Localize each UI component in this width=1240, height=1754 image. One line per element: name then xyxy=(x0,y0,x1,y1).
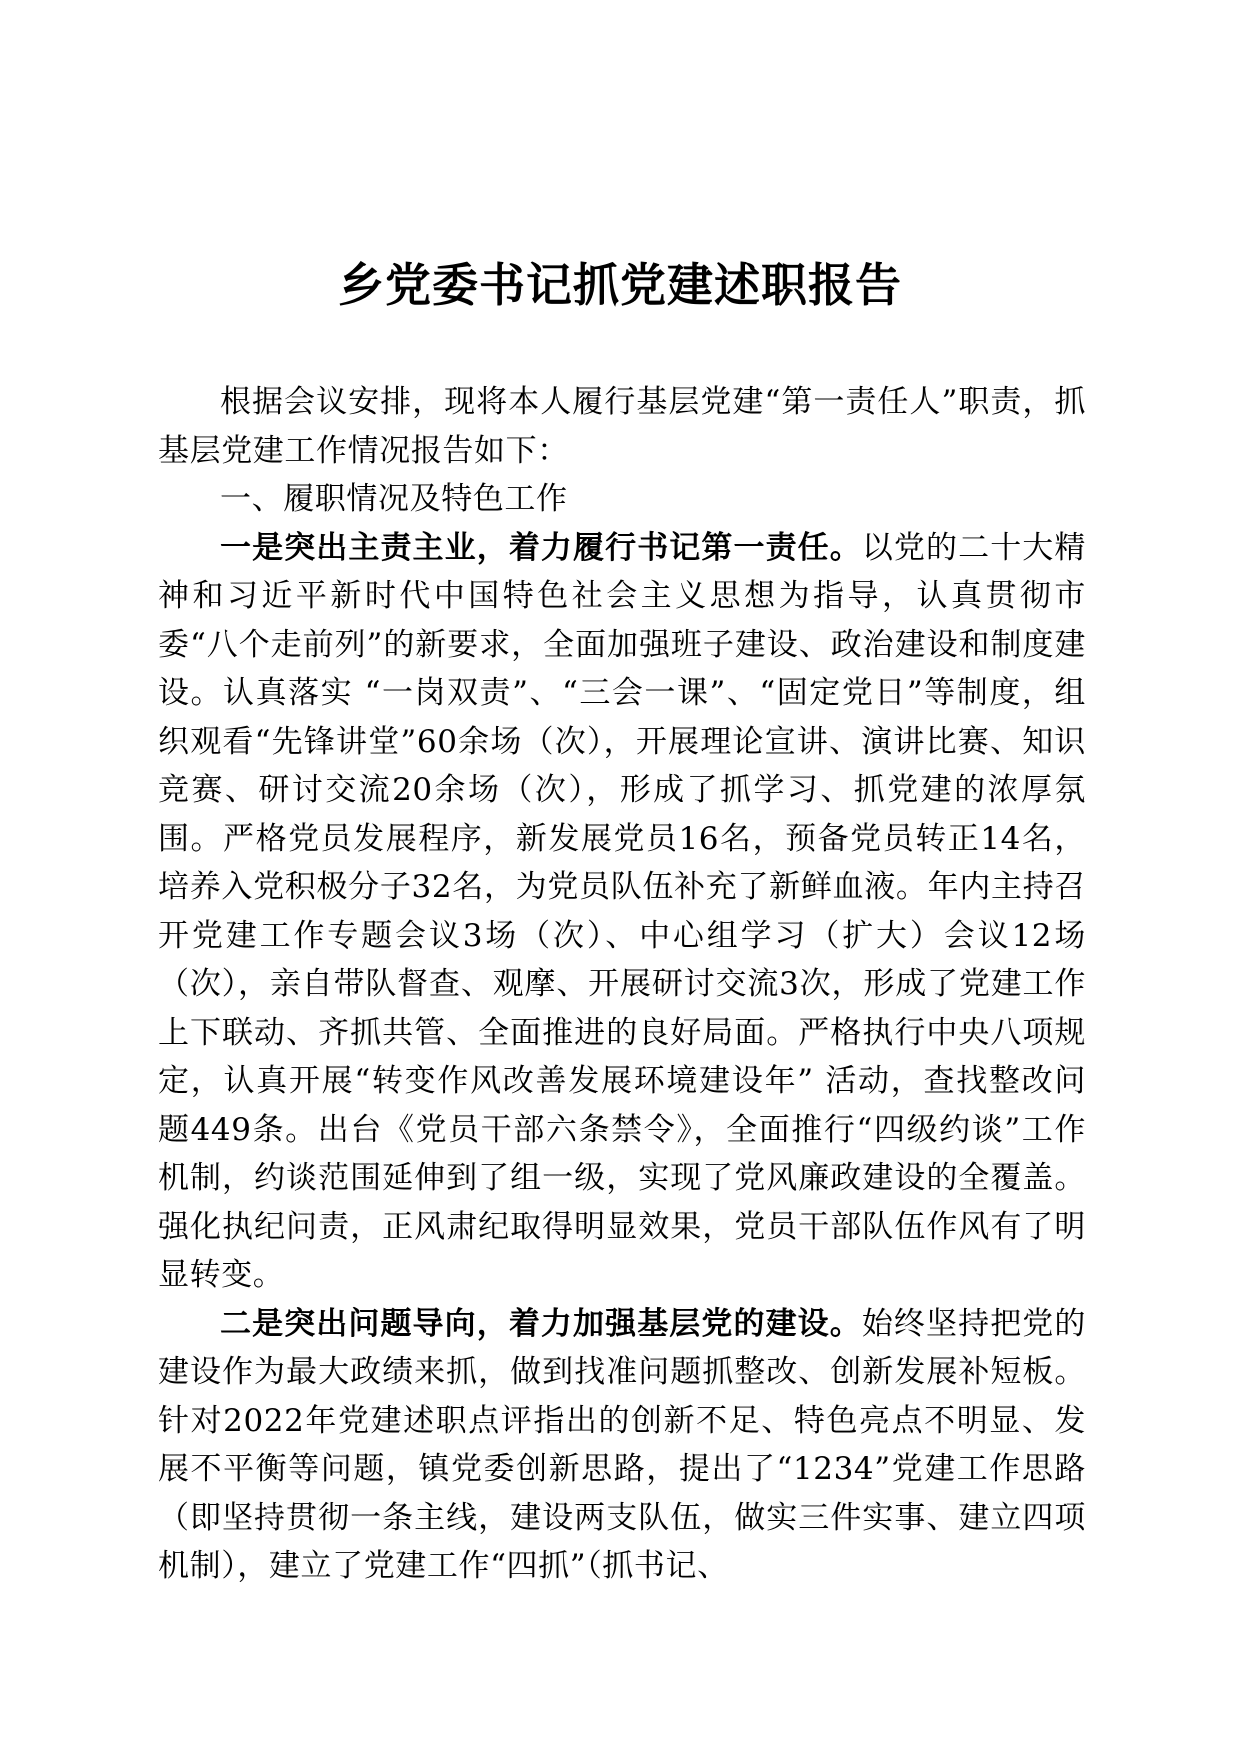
document-body xyxy=(158,378,1086,1591)
paragraph-1-body: 以党的二十大精神和习近平新时代中国特色社会主义思想为指导，认真贯彻市委“八个走前列”的新要求，全面加强班子建设、政治建设和制度建设。认真落实 “一岗双责”、“三会一课”、“固定党日”等制度，组织观看“先锋讲堂”60余场（次），开展理论宣讲、演讲比赛、知识竞赛、研讨交流20余场（次），形成了抓学习、抓党建的浓厚氛围。严格党员发展程序，新发展党员16名，预备党员转正14名，培养入党积极分子32名，为党员队伍补充了新鲜血液。年内主持召开党建工作专题会议3场（次）、中心组学习（扩大）会议12场（次），亲自带队督查、观摩、开展研讨交流3次，形成了党建工作上下联动、齐抓共管、全面推进的良好局面。严格执行中央八项规定，认真开展“转变作风改善发展环境建设年” 活动，查找整改问题449条。出台《党员干部六条禁令》，全面推行“四级约谈”工作机制，约谈范围延伸到了组一级，实现了党风廉政建设的全覆盖。强化执纪问责，正风肃纪取得明显效果，党员干部队伍作风有了明显转变。 xyxy=(158,529,1086,1293)
intro-paragraph: 根据会议安排，现将本人履行基层党建“第一责任人”职责，抓基层党建工作情况报告如下： xyxy=(158,384,1086,469)
section-heading: 一、履职情况及特色工作 xyxy=(220,481,568,517)
paragraph-2-lead: 二是突出问题导向，着力加强基层党的建设。 xyxy=(220,1305,862,1342)
paragraph-2 xyxy=(158,1300,1086,1591)
paragraph-1 xyxy=(158,524,1086,1300)
paragraph-2-body: 始终坚持把党的建设作为最大政绩来抓，做到找准问题抓整改、创新发展补短板。针对2022年党建述职点评指出的创新不足、特色亮点不明显、发展不平衡等问题，镇党委创新思路，提出了“1234”党建工作思路（即坚持贯彻一条主线，建设两支队伍，做实三件实事、建立四项机制），建立了党建工作“四抓”（抓书记、 xyxy=(158,1305,1086,1584)
document-title: 乡党委书记抓党建述职报告 xyxy=(338,258,902,312)
paragraph-1-lead: 一是突出主责主业，着力履行书记第一责任。 xyxy=(220,529,862,566)
